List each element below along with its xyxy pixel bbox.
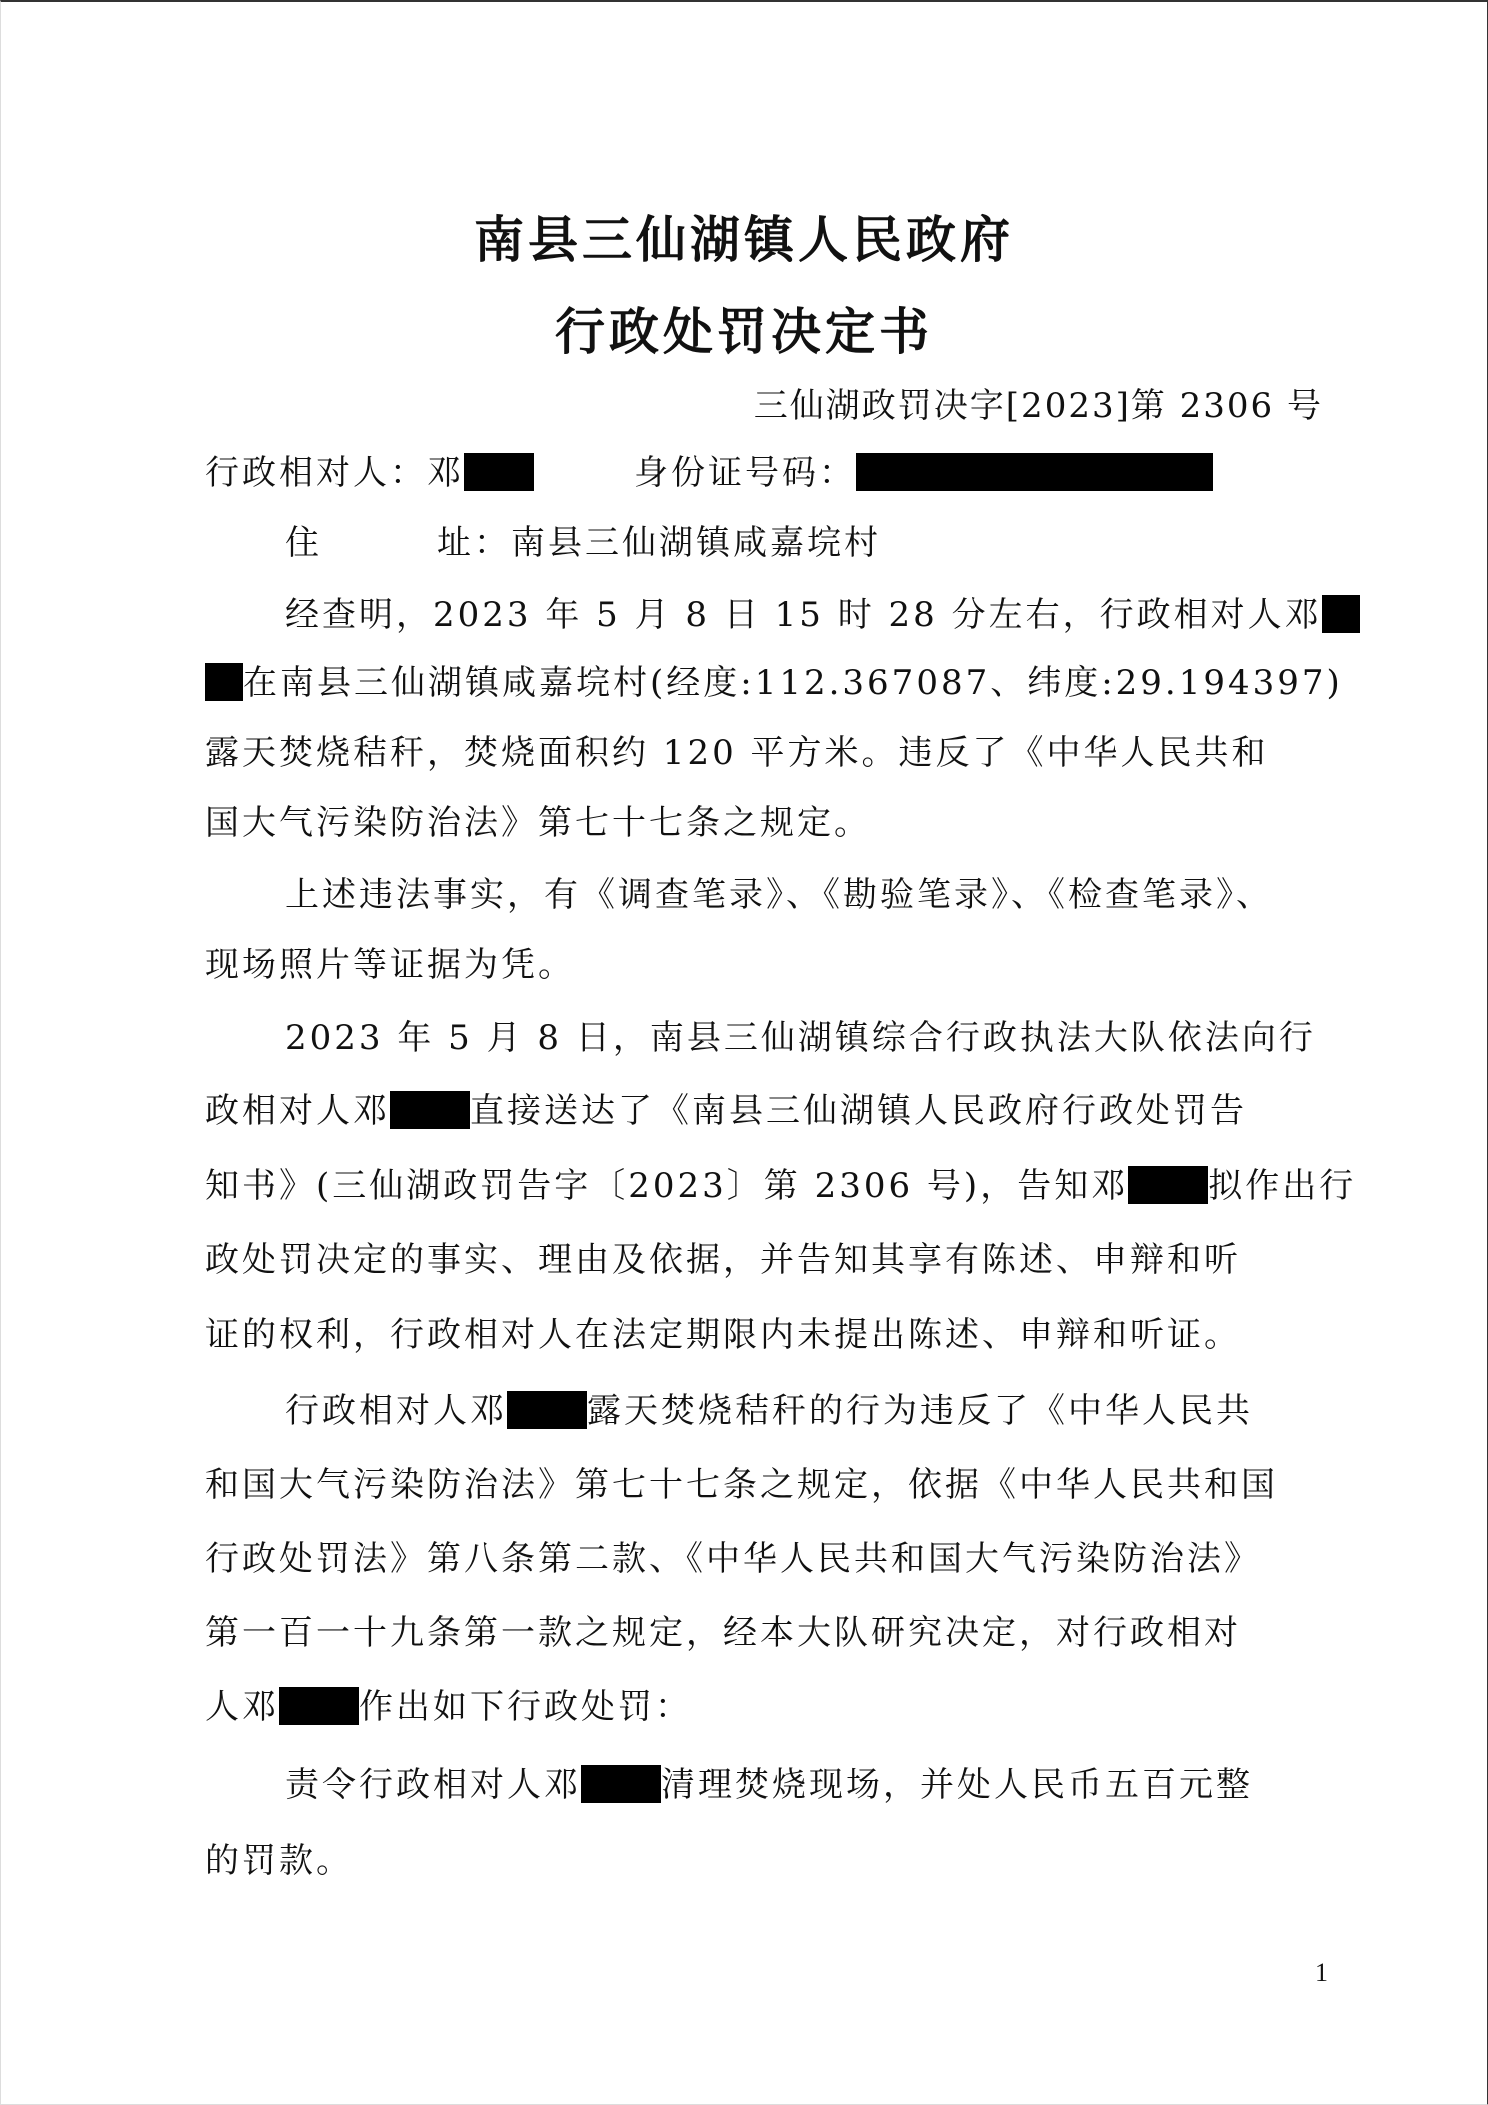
paragraph-line (205, 1088, 1325, 1134)
redacted-name (205, 663, 243, 701)
paragraph-line (205, 1163, 1357, 1209)
paragraph-line: 现场照片等证据为凭。 (205, 945, 575, 985)
paragraph-line (285, 1388, 1405, 1434)
address-label-2: 址： (437, 523, 511, 563)
redacted-name (1128, 1166, 1208, 1204)
paragraph-line: 国大气污染防治法》第七十七条之规定。 (205, 803, 871, 843)
party-line (205, 450, 1325, 496)
id-label: 身份证号码： (634, 453, 856, 493)
paragraph-line: 证的权利，行政相对人在法定期限内未提出陈述、申辩和听证。 (205, 1315, 1241, 1355)
paragraph-text: 作出如下行政处罚： (359, 1687, 692, 1727)
address-value: 南县三仙湖镇咸嘉垸村 (511, 523, 881, 563)
page-number: 1 (1315, 1958, 1328, 1987)
document-number: 三仙湖政罚决字[2023]第 2306 号 (753, 386, 1323, 426)
paragraph-line: 政处罚决定的事实、理由及依据，并告知其享有陈述、申辩和听 (205, 1240, 1241, 1280)
paragraph-line: 行政处罚法》第八条第二款、《中华人民共和国大气污染防治法》 (205, 1539, 1261, 1579)
paragraph-text: 清理焚烧现场，并处人民币五百元整 (661, 1765, 1253, 1805)
paragraph-line: 的罚款。 (205, 1841, 353, 1881)
document-title: 南县三仙湖镇人民政府 (474, 211, 1014, 269)
paragraph-line: 第一百一十九条第一款之规定，经本大队研究决定，对行政相对 (205, 1613, 1241, 1653)
document-subtitle: 行政处罚决定书 (555, 303, 933, 361)
redacted-name (581, 1765, 661, 1803)
paragraph-line: 露天焚烧秸秆，焚烧面积约 120 平方米。违反了《中华人民共和 (205, 733, 1269, 773)
paragraph-text: 在南县三仙湖镇咸嘉垸村(经度:112.367087、纬度:29.194397) (243, 663, 1343, 703)
paragraph-line: 2023 年 5 月 8 日，南县三仙湖镇综合行政执法大队依法向行 (285, 1018, 1316, 1058)
redacted-name (279, 1687, 359, 1725)
redacted-name (464, 453, 534, 491)
paragraph-line (285, 592, 1405, 638)
paragraph-text: 责令行政相对人邓 (285, 1765, 581, 1805)
address-line (285, 520, 1405, 566)
redacted-id-number (856, 453, 1213, 491)
paragraph-line (205, 660, 1343, 706)
paragraph-text: 人邓 (205, 1687, 279, 1727)
paragraph-text: 拟作出行 (1208, 1166, 1357, 1206)
redacted-name (1322, 595, 1360, 633)
paragraph-text: 行政相对人邓 (285, 1391, 507, 1431)
paragraph-line (205, 1684, 1325, 1730)
address-label-1: 住 (285, 523, 322, 563)
paragraph-line (285, 1762, 1405, 1808)
paragraph-text: 直接送达了《南县三仙湖镇人民政府行政处罚告 (470, 1091, 1247, 1131)
redacted-name (507, 1391, 587, 1429)
paragraph-text: 政相对人邓 (205, 1091, 390, 1131)
paragraph-text: 知书》(三仙湖政罚告字〔2023〕第 2306 号)，告知邓 (205, 1166, 1129, 1206)
party-label: 行政相对人：邓 (205, 453, 464, 493)
paragraph-line: 上述违法事实，有《调查笔录》、《勘验笔录》、《检查笔录》、 (285, 875, 1273, 915)
redacted-name (390, 1091, 470, 1129)
paragraph-text: 露天焚烧秸秆的行为违反了《中华人民共 (587, 1391, 1253, 1431)
paragraph-text: 经查明，2023 年 5 月 8 日 15 时 28 分左右，行政相对人邓 (285, 595, 1322, 635)
paragraph-line: 和国大气污染防治法》第七十七条之规定，依据《中华人民共和国 (205, 1465, 1278, 1505)
